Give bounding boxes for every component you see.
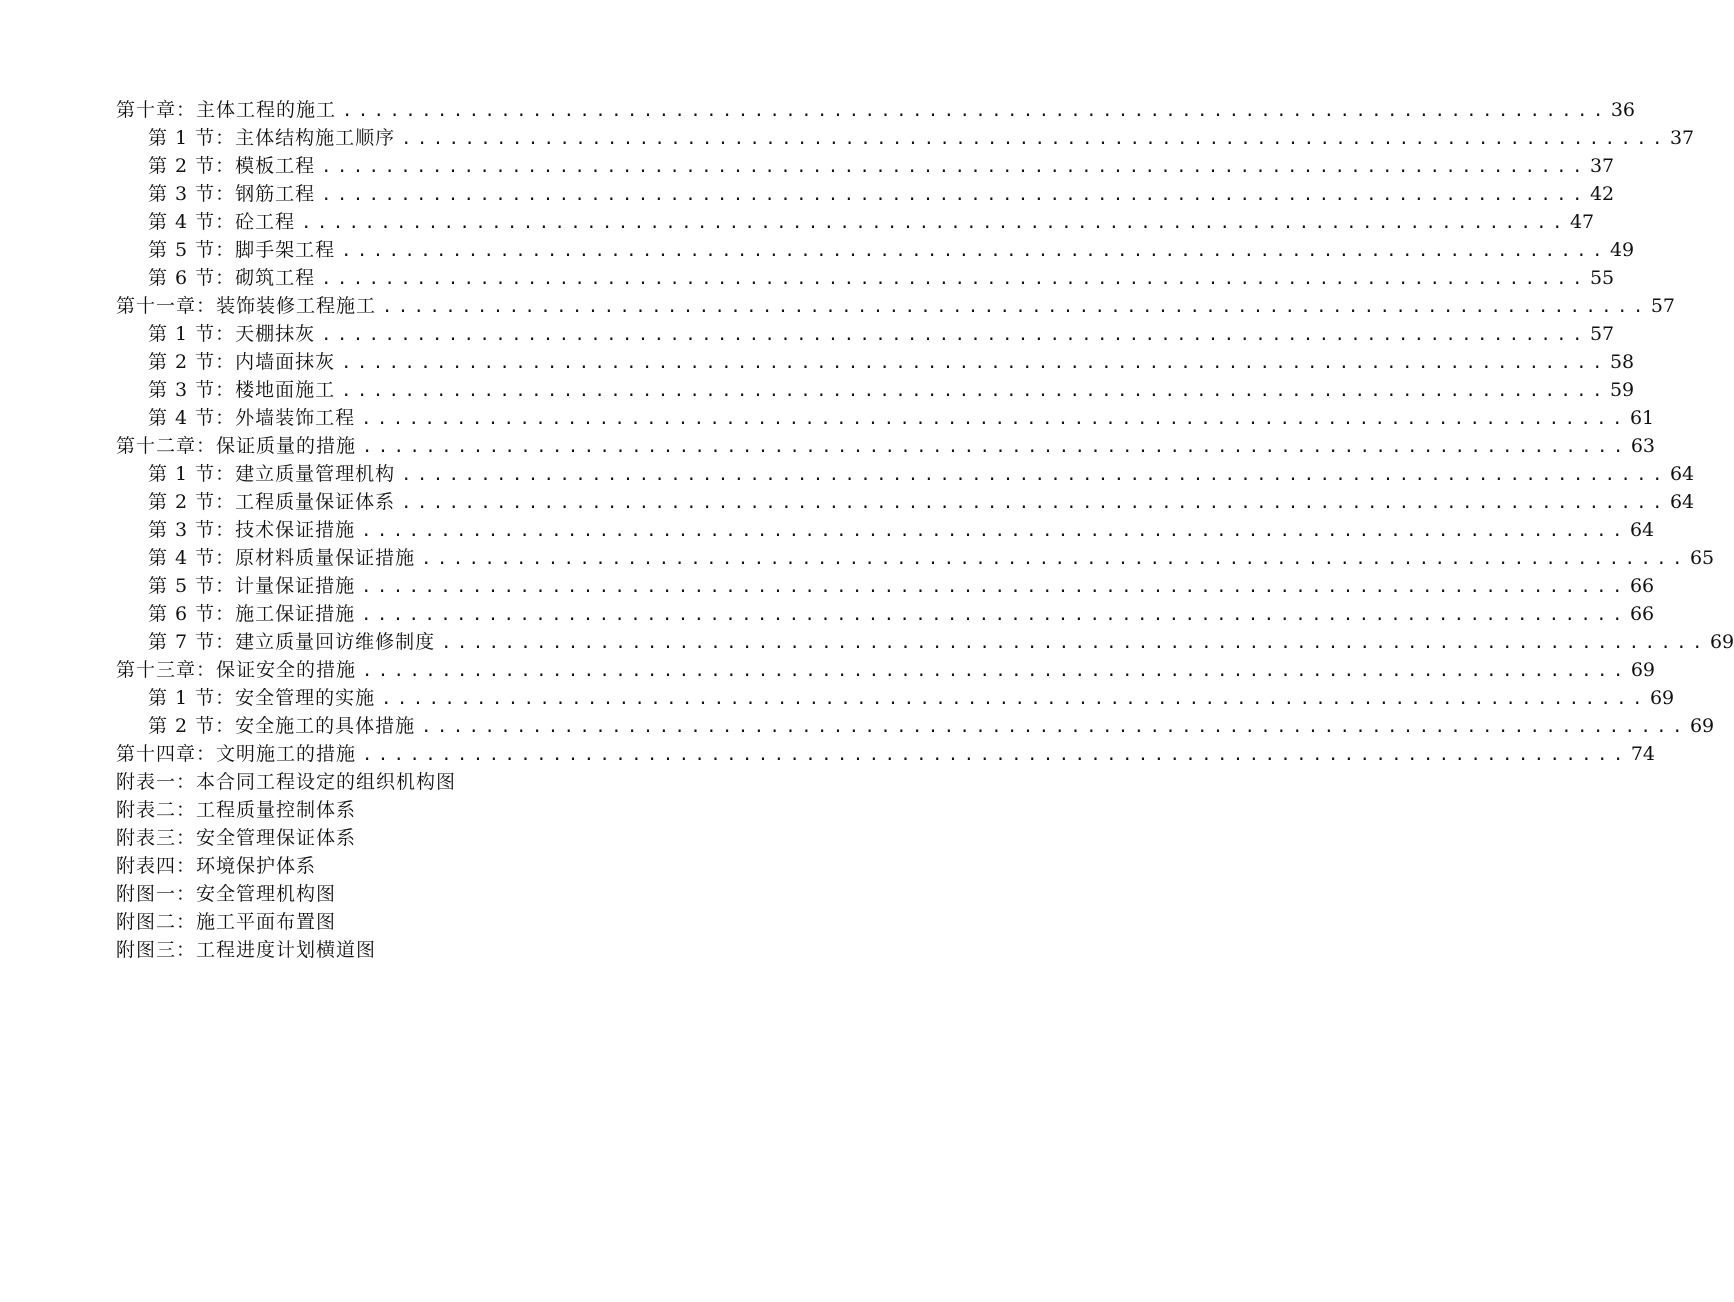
toc-page-number: 49 [1609,239,1635,261]
toc-page-number: 66 [1629,603,1655,625]
toc-dot-leader: ................................................................................ [341,381,1608,401]
toc-dot-leader: ................................................................................ [421,717,1688,737]
toc-entry-title: 第 1 节：主体结构施工顺序 [148,127,396,149]
toc-entry-title: 第 1 节：安全管理的实施 [148,687,376,709]
toc-entry-title: 第十三章：保证安全的措施 [116,659,357,681]
toc-dot-leader: ................................................................................ [401,465,1668,485]
toc-entry-title: 第十二章：保证质量的措施 [116,435,357,457]
toc-page-number: 55 [1589,267,1615,289]
toc-entry-title: 第 6 节：砌筑工程 [148,267,316,289]
toc-page-number: 69 [1630,659,1655,681]
toc-dot-leader: ................................................................................ [361,409,1628,429]
toc-section-entry[interactable] [116,320,1615,348]
toc-chapter-entry[interactable] [116,656,1655,684]
toc-entry-title: 第 7 节：建立质量回访维修制度 [148,631,436,653]
toc-dot-leader: ................................................................................ [341,353,1608,373]
toc-section-entry[interactable] [116,600,1655,628]
toc-entry-title: 第 2 节：工程质量保证体系 [148,491,396,513]
toc-page-number: 63 [1630,435,1655,457]
toc-dot-leader: ................................................................................ [341,241,1608,261]
toc-page-number: 61 [1629,407,1655,429]
toc-section-entry[interactable] [116,124,1695,152]
toc-page-number: 64 [1629,519,1655,541]
toc-entry-title: 附图一：安全管理机构图 [116,883,337,905]
toc-entry-title: 附图二：施工平面布置图 [116,911,337,933]
toc-page-number: 58 [1609,351,1635,373]
toc-dot-leader: ................................................................................ [381,689,1648,709]
toc-entry-title: 第 5 节：计量保证措施 [148,575,356,597]
toc-dot-leader: ................................................................................ [321,157,1588,177]
toc-page-number: 37 [1589,155,1615,177]
toc-page-number: 64 [1669,491,1695,513]
toc-dot-leader: ................................................................................ [441,633,1708,653]
toc-dot-leader: ................................................................................ [361,521,1628,541]
toc-section-entry[interactable] [116,208,1595,236]
toc-page-number: 64 [1669,463,1695,485]
toc-dot-leader: ................................................................................ [361,577,1628,597]
toc-page-number: 69 [1649,687,1675,709]
toc-page-number: 37 [1669,127,1695,149]
toc-entry-title: 附表一：本合同工程设定的组织机构图 [116,771,457,793]
toc-entry-title: 第 6 节：施工保证措施 [148,603,356,625]
toc-section-entry[interactable] [116,572,1655,600]
toc-section-entry[interactable] [116,684,1675,712]
toc-entry-title: 附表二：工程质量控制体系 [116,799,357,821]
toc-section-entry[interactable] [116,236,1635,264]
toc-dot-leader: ................................................................................ [421,549,1688,569]
toc-page-number: 36 [1610,99,1635,121]
toc-chapter-entry[interactable] [116,432,1655,460]
toc-entry-title: 第 1 节：建立质量管理机构 [148,463,396,485]
toc-section-entry[interactable] [116,488,1695,516]
toc-page-number: 57 [1589,323,1615,345]
toc-section-entry[interactable] [116,516,1655,544]
toc-page-number: 74 [1630,743,1655,765]
toc-entry-title: 第 4 节：外墙装饰工程 [148,407,356,429]
toc-dot-leader: ................................................................................ [362,661,1629,681]
toc-entry-title: 第 3 节：钢筋工程 [148,183,316,205]
toc-entry-title: 第 2 节：安全施工的具体措施 [148,715,416,737]
toc-section-entry[interactable] [116,376,1635,404]
toc-entry-title: 附图三：工程进度计划横道图 [116,939,377,961]
toc-entry-title: 第十四章：文明施工的措施 [116,743,357,765]
toc-section-entry[interactable] [116,348,1635,376]
toc-section-entry[interactable] [116,460,1695,488]
toc-chapter-entry[interactable] [116,936,794,964]
toc-dot-leader: ................................................................................ [362,437,1629,457]
toc-chapter-entry[interactable] [116,740,1655,768]
toc-chapter-entry[interactable] [116,796,794,824]
toc-page-number: 47 [1569,211,1595,233]
toc-entry-title: 第 2 节：模板工程 [148,155,316,177]
toc-page-number: 42 [1589,183,1615,205]
toc-page-number: 57 [1650,295,1675,317]
toc-page-number: 59 [1609,379,1635,401]
toc-chapter-entry[interactable] [116,768,794,796]
toc-dot-leader: ................................................................................ [382,297,1649,317]
toc-entry-title: 第 3 节：楼地面施工 [148,379,336,401]
toc-entry-title: 第 2 节：内墙面抹灰 [148,351,336,373]
toc-chapter-entry[interactable] [116,96,1635,124]
toc-page-number: 69 [1689,715,1715,737]
toc-entry-title: 第 4 节：原材料质量保证措施 [148,547,416,569]
toc-entry-title: 第十章：主体工程的施工 [116,99,337,121]
toc-entry-title: 第 1 节：天棚抹灰 [148,323,316,345]
toc-entry-title: 附表三：安全管理保证体系 [116,827,357,849]
toc-dot-leader: ................................................................................ [362,745,1629,765]
toc-entry-title: 第 3 节：技术保证措施 [148,519,356,541]
toc-chapter-entry[interactable] [116,880,794,908]
toc-chapter-entry[interactable] [116,824,794,852]
toc-dot-leader: ................................................................................ [401,493,1668,513]
toc-chapter-entry[interactable] [116,292,1675,320]
toc-entry-title: 第 5 节：脚手架工程 [148,239,336,261]
toc-dot-leader: ................................................................................ [361,605,1628,625]
toc-section-entry[interactable] [116,712,1715,740]
toc-section-entry[interactable] [116,180,1615,208]
toc-page-number: 66 [1629,575,1655,597]
toc-section-entry[interactable] [116,628,1734,656]
toc-entry-title: 第十一章：装饰装修工程施工 [116,295,377,317]
toc-page-number: 65 [1689,547,1715,569]
toc-entry-title: 第 4 节：砼工程 [148,211,296,233]
toc-dot-leader: ................................................................................ [342,101,1609,121]
toc-section-entry[interactable] [116,544,1715,572]
toc-section-entry[interactable] [116,264,1615,292]
toc-dot-leader: ................................................................................ [301,213,1568,233]
toc-section-entry[interactable] [116,404,1655,432]
toc-chapter-entry[interactable] [116,908,794,936]
toc-dot-leader: ................................................................................ [321,269,1588,289]
toc-section-entry[interactable] [116,152,1615,180]
toc-entry-title: 附表四：环境保护体系 [116,855,317,877]
toc-dot-leader: ................................................................................ [321,185,1588,205]
table-of-contents [116,96,1734,964]
toc-dot-leader: ................................................................................ [401,129,1668,149]
toc-page-number: 69 [1709,631,1734,653]
toc-dot-leader: ................................................................................ [321,325,1588,345]
toc-chapter-entry[interactable] [116,852,794,880]
